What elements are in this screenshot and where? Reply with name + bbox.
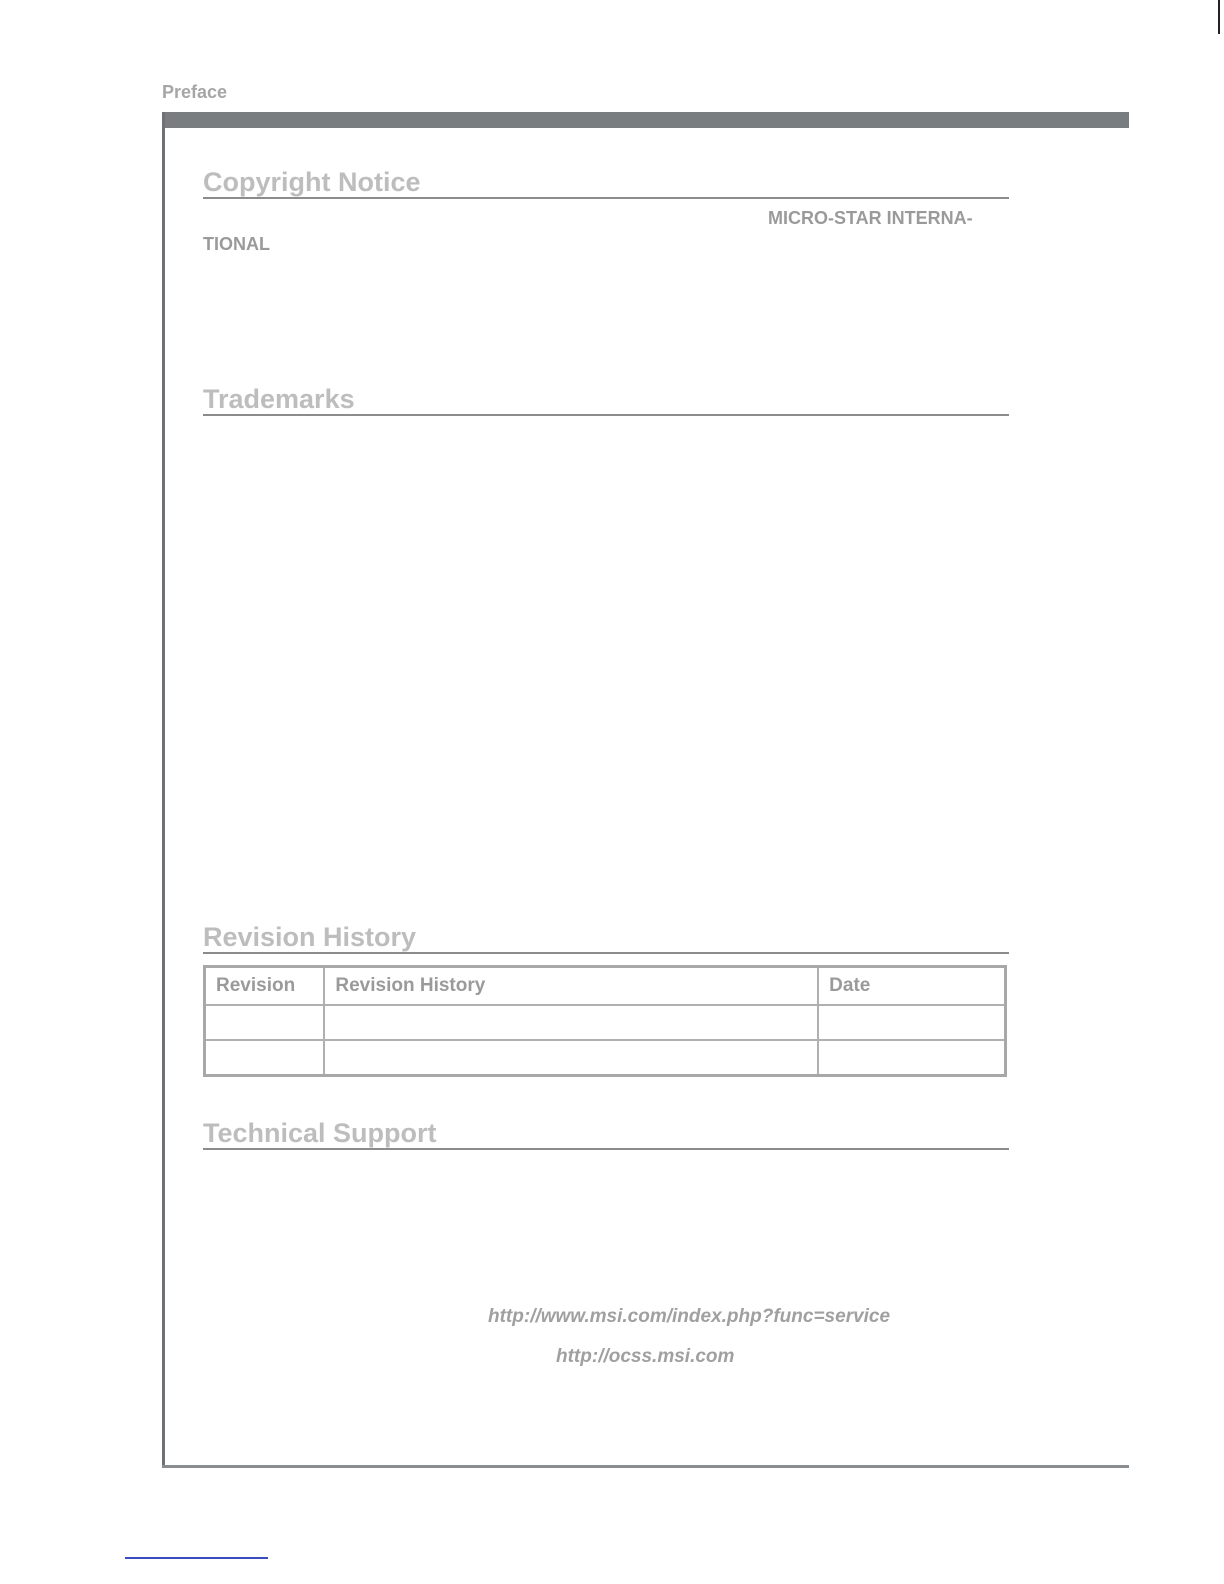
column-header-revision-history: Revision History bbox=[324, 967, 818, 1006]
column-header-date: Date bbox=[818, 967, 1005, 1006]
running-head: Preface bbox=[162, 82, 228, 102]
header-bar bbox=[163, 112, 1129, 128]
left-border-rule bbox=[162, 112, 165, 1468]
ocss-link[interactable]: http://ocss.msi.com bbox=[556, 1346, 735, 1367]
table-cell bbox=[818, 1005, 1005, 1040]
bottom-border-rule bbox=[162, 1465, 1129, 1468]
table-row bbox=[205, 1040, 1006, 1076]
table-cell bbox=[205, 1040, 325, 1076]
table-cell bbox=[324, 1040, 818, 1076]
crop-mark bbox=[1218, 0, 1220, 34]
trademarks-heading: Trademarks bbox=[203, 384, 1009, 416]
company-name-line2: TIONAL bbox=[203, 234, 270, 254]
footer-rule bbox=[125, 1557, 268, 1559]
table-header-row bbox=[205, 967, 1006, 1006]
table-row bbox=[205, 1005, 1006, 1040]
copyright-notice-heading: Copyright Notice bbox=[203, 167, 1009, 199]
table-cell bbox=[324, 1005, 818, 1040]
column-header-revision: Revision bbox=[205, 967, 325, 1006]
service-link[interactable]: http://www.msi.com/index.php?func=service bbox=[488, 1306, 891, 1327]
revision-history-table bbox=[203, 965, 1007, 1077]
revision-history-heading: Revision History bbox=[203, 922, 1009, 954]
company-name-line1: MICRO-STAR INTERNA- bbox=[768, 208, 973, 228]
technical-support-heading: Technical Support bbox=[203, 1118, 1009, 1150]
table-cell bbox=[818, 1040, 1005, 1076]
table-cell bbox=[205, 1005, 325, 1040]
